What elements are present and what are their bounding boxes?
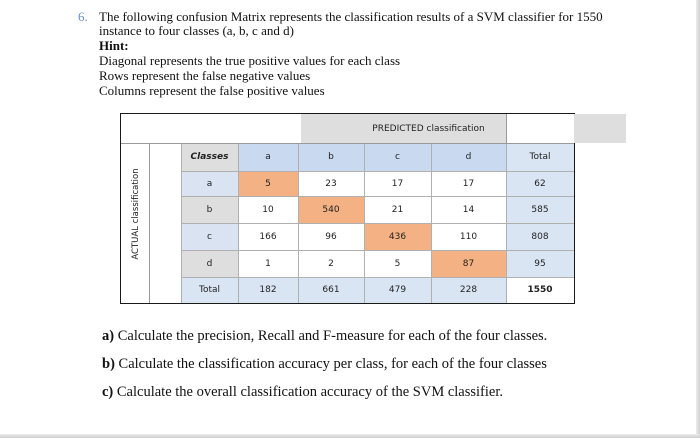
part-a-tag: a) <box>102 328 115 344</box>
question-line-1: The following confusion Matrix represents the classification results of a SVM classifier for 1550 <box>99 9 603 24</box>
grid-line-horizontal <box>181 196 574 197</box>
part-b-tag: b) <box>102 356 115 372</box>
header-divider <box>121 143 574 144</box>
row-header-spacer <box>150 143 181 303</box>
cell-d-a: 1 <box>238 250 298 277</box>
column-total-b: 661 <box>298 277 364 303</box>
total-header-blank <box>506 114 574 143</box>
cell-c-c: 436 <box>364 223 431 250</box>
confusion-matrix <box>120 113 575 304</box>
grid-line-vertical <box>238 143 239 303</box>
row-total-b: 585 <box>506 196 574 223</box>
column-header-total: Total <box>506 143 574 171</box>
row-header-a: a <box>181 171 238 196</box>
column-total-a: 182 <box>238 277 298 303</box>
cell-a-b: 23 <box>298 171 364 196</box>
question-line-2: instance to four classes (a, b, c and d) <box>99 23 294 38</box>
row-total-a: 62 <box>506 171 574 196</box>
grid-line-vertical <box>431 143 432 303</box>
page-edge-bottom <box>0 434 700 438</box>
grid-line-horizontal <box>181 277 574 278</box>
page-edge-right <box>696 0 700 438</box>
predicted-classification-header <box>301 114 626 143</box>
part-a-text: Calculate the precision, Recall and F-measure for each of the four classes. <box>117 328 548 344</box>
grid-line-vertical <box>364 143 365 303</box>
row-header-c: c <box>181 223 238 250</box>
row-total-c: 808 <box>506 223 574 250</box>
hint-columns: Columns represent the false positive values <box>99 83 325 98</box>
cell-d-c: 5 <box>364 250 431 277</box>
column-header-b: b <box>298 143 364 171</box>
cell-b-a: 10 <box>238 196 298 223</box>
row-header-total: Total <box>181 277 238 303</box>
grid-line-vertical <box>298 143 299 303</box>
classes-corner-cell: Classes <box>181 143 238 171</box>
row-header-b: b <box>181 196 238 223</box>
hint-label: Hint: <box>99 38 129 53</box>
question-number: 6. <box>78 9 88 24</box>
cell-b-b: 540 <box>298 196 364 223</box>
column-total-c: 479 <box>364 277 431 303</box>
grid-line-vertical <box>181 143 182 303</box>
part-c <box>102 384 503 401</box>
cell-b-c: 21 <box>364 196 431 223</box>
cell-a-c: 17 <box>364 171 431 196</box>
part-a <box>102 328 547 345</box>
grid-line-horizontal <box>181 223 574 224</box>
grid-line-horizontal <box>181 171 574 172</box>
part-b-text: Calculate the classification accuracy per class, for each of the four classes <box>118 356 547 372</box>
actual-classification-column <box>121 143 150 303</box>
hint-rows: Rows represent the false negative values <box>99 68 311 83</box>
column-header-d: d <box>431 143 506 171</box>
grand-total: 1550 <box>506 277 574 303</box>
cell-b-d: 14 <box>431 196 506 223</box>
actual-classification-label: ACTUAL classification <box>131 168 141 260</box>
predicted-classification-label: PREDICTED classification <box>372 123 485 134</box>
grid-line-vertical <box>506 143 507 303</box>
column-header-a: a <box>238 143 298 171</box>
hint-diagonal: Diagonal represents the true positive values for each class <box>99 53 401 68</box>
cell-d-d: 87 <box>431 250 506 277</box>
cell-d-b: 2 <box>298 250 364 277</box>
cell-a-d: 17 <box>431 171 506 196</box>
row-header-d: d <box>181 250 238 277</box>
row-total-d: 95 <box>506 250 574 277</box>
cell-c-a: 166 <box>238 223 298 250</box>
column-total-d: 228 <box>431 277 506 303</box>
column-header-c: c <box>364 143 431 171</box>
cell-c-d: 110 <box>431 223 506 250</box>
part-b <box>102 356 547 373</box>
cell-c-b: 96 <box>298 223 364 250</box>
part-c-text: Calculate the overall classification accuracy of the SVM classifier. <box>116 384 504 400</box>
grid-line-horizontal <box>181 250 574 251</box>
cell-a-a: 5 <box>238 171 298 196</box>
part-c-tag: c) <box>102 384 114 400</box>
